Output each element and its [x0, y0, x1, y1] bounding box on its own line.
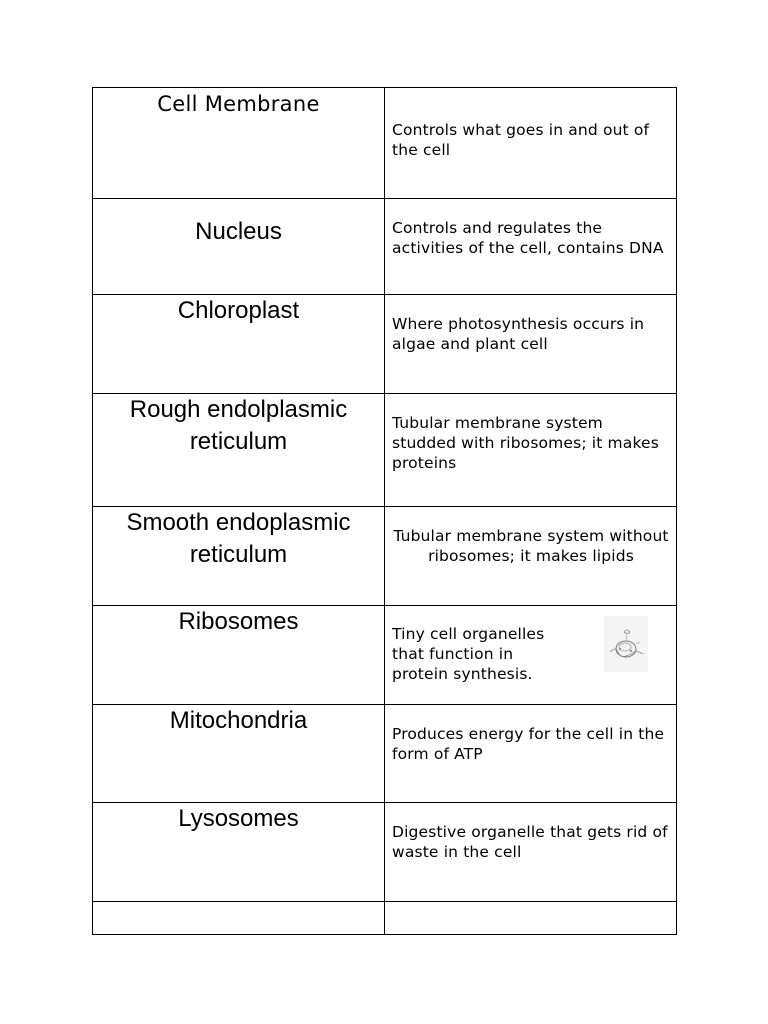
term-text: Smooth endoplasmic reticulum — [126, 509, 351, 568]
term-text: Nucleus — [195, 218, 282, 245]
term-text: Lysosomes — [178, 805, 299, 832]
term-cell — [93, 803, 385, 902]
term-text: Chloroplast — [177, 297, 300, 324]
table-row — [93, 803, 677, 902]
ribosome-diagram-icon — [604, 616, 648, 672]
table-row — [93, 394, 677, 507]
definition-text: Digestive organelle that gets rid of waste in the cell — [392, 823, 668, 861]
term-text: Mitochondria — [169, 707, 308, 734]
table-row — [93, 606, 677, 705]
term-text: Cell Membrane — [157, 92, 320, 116]
table-row — [93, 507, 677, 606]
term-cell — [93, 705, 385, 803]
definition-cell — [385, 199, 677, 295]
definition-cell — [385, 394, 677, 507]
table-row — [93, 705, 677, 803]
table-row-empty — [93, 902, 677, 935]
term-cell-empty — [93, 902, 385, 935]
definition-text: Controls and regulates the activities of the cell, contains DNA — [392, 219, 664, 257]
table-row — [93, 199, 677, 295]
definition-text: Tubular membrane system studded with ribosomes; it makes proteins — [392, 414, 659, 472]
definition-cell-empty — [385, 902, 677, 935]
term-cell — [93, 394, 385, 507]
definition-cell — [385, 705, 677, 803]
term-cell — [93, 606, 385, 705]
table-row — [93, 88, 677, 199]
definition-with-image — [385, 624, 676, 684]
definition-cell — [385, 88, 677, 199]
organelle-table — [92, 87, 677, 935]
definition-text: Produces energy for the cell in the form of ATP — [392, 725, 665, 763]
definition-cell — [385, 295, 677, 394]
definition-cell — [385, 606, 677, 705]
term-cell — [93, 295, 385, 394]
definition-text: Tubular membrane system without ribosomes; it makes lipids — [393, 527, 669, 565]
term-text: Rough endolplasmic reticulum — [129, 396, 348, 455]
term-text: Ribosomes — [178, 608, 299, 635]
term-cell — [93, 507, 385, 606]
definition-text: Controls what goes in and out of the cell — [392, 121, 650, 159]
definition-cell — [385, 803, 677, 902]
definition-text: Tiny cell organelles that function in protein synthesis. — [392, 625, 545, 683]
table-row — [93, 295, 677, 394]
term-cell — [93, 199, 385, 295]
definition-cell — [385, 507, 677, 606]
term-cell — [93, 88, 385, 199]
definition-text: Where photosynthesis occurs in algae and plant cell — [392, 315, 645, 353]
